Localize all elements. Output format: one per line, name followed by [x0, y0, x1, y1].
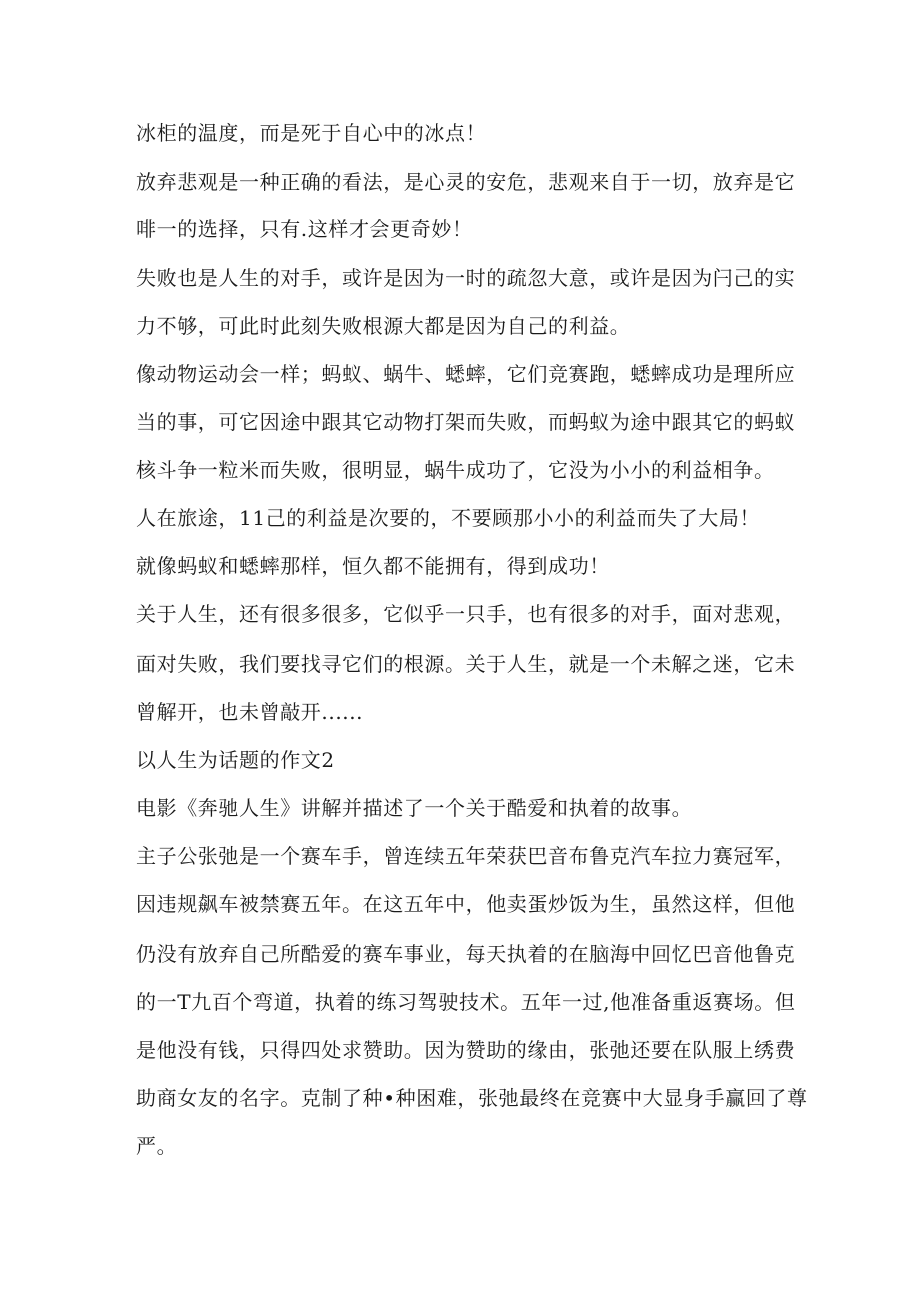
text-line: 冰柜的温度，而是死于自心中的冰点！ — [136, 121, 487, 145]
text-line: 曾解开，也未曾敲开...... — [136, 700, 364, 724]
text-line: 当的事，可它因途中跟其它动物打架而失败，而蚂蚁为途中跟其它的蚂蚁 — [136, 410, 796, 434]
text-line: 关于人生，还有很多很多，它似乎一只手，也有很多的对手，面对悲观， — [136, 602, 796, 626]
text-line: 严。 — [136, 1134, 178, 1158]
text-line: 助商女友的名字。克制了种•种困难，张弛最终在竞赛中大显身手赢回了尊 — [136, 1086, 808, 1110]
text-line: 人在旅途，11己的利益是次要的，不要顾那小小的利益而失了大局！ — [136, 506, 761, 530]
text-line: 因违规飙车被禁赛五年。在这五年中，他卖蛋炒饭为生，虽然这样，但他 — [136, 892, 796, 916]
text-line: 仍没有放弃自己所酷爱的赛车事业，每天执着的在脑海中回忆巴音他鲁克 — [136, 942, 796, 966]
text-line: 放弃悲观是一种正确的看法，是心灵的安危，悲观来自于一切，放弃是它 — [136, 170, 796, 194]
text-line: 的一T九百个弯道，执着的练习驾驶技术。五年一过,他准备重返赛场。但 — [136, 990, 796, 1014]
text-line: 电影《奔驰人生》讲解并描述了一个关于酷爱和执着的故事。 — [136, 796, 693, 820]
text-line: 核斗争一粒米而失败，很明显，蜗牛成功了，它没为小小的利益相争。 — [136, 458, 775, 482]
text-line: 像动物运动会一样；蚂蚁、蜗牛、蟋蟀，它们竞赛跑，蟋蟀成功是理所应 — [136, 362, 796, 386]
text-line: 失败也是人生的对手，或许是因为一时的疏忽大意，或许是因为闩己的实 — [136, 266, 796, 290]
text-line: 是他没有钱，只得四处求赞助。因为赞助的缘由，张弛还要在队服上绣费 — [136, 1038, 796, 1062]
text-line: 力不够，可此时此刻失败根源大都是因为自己的利益。 — [136, 314, 631, 338]
text-line: 啡一的选择，只有.这样才会更奇妙！ — [136, 217, 473, 241]
text-line: 就像蚂蚁和蟋蟀那样，恒久都不能拥有，得到成功！ — [136, 554, 610, 578]
text-line: 面对失败，我们要找寻它们的根源。关于人生，就是一个未解之迷，它未 — [136, 652, 796, 676]
text-line: 主子公张弛是一个赛车手，曾连续五年荣获巴音布鲁克汽车拉力赛冠军， — [136, 844, 796, 868]
section-heading: 以人生为话题的作文2 — [136, 748, 335, 772]
